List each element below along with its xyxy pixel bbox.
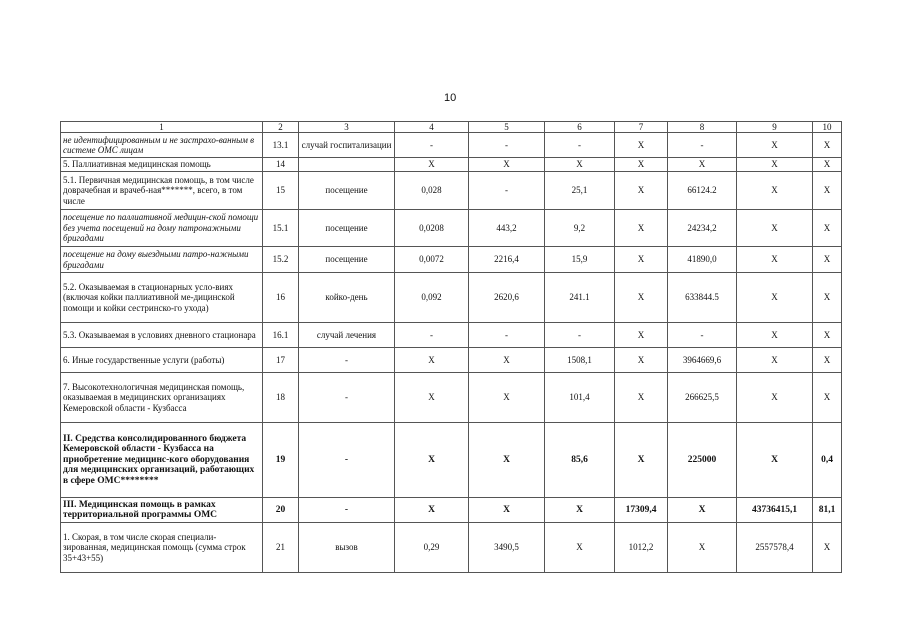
- value-cell: случай госпитализации: [299, 133, 395, 158]
- header-cell: 3: [299, 122, 395, 133]
- value-cell: -: [469, 323, 545, 348]
- value-cell: 13.1: [263, 133, 299, 158]
- value-cell: X: [813, 210, 842, 247]
- value-cell: X: [395, 348, 469, 373]
- header-cell: 5: [469, 122, 545, 133]
- value-cell: 225000: [668, 423, 737, 498]
- table-row: [61, 210, 842, 247]
- row-name-cell: 7. Высокотехнологичная медицинская помощь, оказываемая в медицинских организациях Кемеровской области - Кузбасса: [61, 373, 263, 423]
- value-cell: X: [737, 273, 813, 323]
- value-cell: 15,9: [545, 247, 615, 273]
- header-cell: 8: [668, 122, 737, 133]
- value-cell: X: [737, 348, 813, 373]
- value-cell: посещение: [299, 247, 395, 273]
- value-cell: X: [813, 273, 842, 323]
- value-cell: X: [813, 158, 842, 172]
- value-cell: 2216,4: [469, 247, 545, 273]
- value-cell: X: [545, 498, 615, 523]
- value-cell: X: [813, 133, 842, 158]
- value-cell: [299, 158, 395, 172]
- value-cell: 0,028: [395, 172, 469, 210]
- header-cell: 2: [263, 122, 299, 133]
- row-name-cell: III. Медицинская помощь в рамках территориальной программы ОМС: [61, 498, 263, 523]
- value-cell: X: [469, 423, 545, 498]
- value-cell: 19: [263, 423, 299, 498]
- value-cell: X: [813, 373, 842, 423]
- value-cell: 15.2: [263, 247, 299, 273]
- value-cell: X: [469, 373, 545, 423]
- value-cell: 17309,4: [615, 498, 668, 523]
- value-cell: 3490,5: [469, 523, 545, 573]
- value-cell: X: [813, 523, 842, 573]
- value-cell: 25,1: [545, 172, 615, 210]
- value-cell: 66124.2: [668, 172, 737, 210]
- value-cell: -: [668, 323, 737, 348]
- header-row: [61, 122, 842, 133]
- table-row: [61, 133, 842, 158]
- table-row: [61, 158, 842, 172]
- value-cell: -: [545, 133, 615, 158]
- value-cell: -: [469, 172, 545, 210]
- value-cell: -: [299, 373, 395, 423]
- value-cell: X: [737, 210, 813, 247]
- value-cell: 9,2: [545, 210, 615, 247]
- value-cell: X: [395, 373, 469, 423]
- table-row: [61, 423, 842, 498]
- row-name-cell: II. Средства консолидированного бюджета Кемеровской области - Кузбасса на приобретение медицинс-кого оборудования для медицинских организаций, работающих в сфере ОМС********: [61, 423, 263, 498]
- value-cell: X: [469, 158, 545, 172]
- table-row: [61, 273, 842, 323]
- value-cell: X: [737, 373, 813, 423]
- row-name-cell: 5.2. Оказываемая в стационарных усло-виях (включая койки паллиативной ме-дицинской помощи и койки сестринско-го ухода): [61, 273, 263, 323]
- value-cell: X: [615, 247, 668, 273]
- value-cell: -: [299, 423, 395, 498]
- value-cell: 3964669,6: [668, 348, 737, 373]
- value-cell: 15: [263, 172, 299, 210]
- value-cell: -: [469, 133, 545, 158]
- value-cell: X: [469, 498, 545, 523]
- value-cell: 41890,0: [668, 247, 737, 273]
- value-cell: 16.1: [263, 323, 299, 348]
- header-cell: 7: [615, 122, 668, 133]
- value-cell: 14: [263, 158, 299, 172]
- value-cell: 0,29: [395, 523, 469, 573]
- value-cell: -: [545, 323, 615, 348]
- value-cell: 17: [263, 348, 299, 373]
- value-cell: X: [615, 373, 668, 423]
- value-cell: X: [395, 498, 469, 523]
- value-cell: 0,0208: [395, 210, 469, 247]
- value-cell: 101,4: [545, 373, 615, 423]
- row-name-cell: не идентифицированным и не застрахо-ванным в системе ОМС лицам: [61, 133, 263, 158]
- value-cell: койко-день: [299, 273, 395, 323]
- value-cell: X: [668, 498, 737, 523]
- value-cell: X: [737, 247, 813, 273]
- value-cell: X: [615, 210, 668, 247]
- value-cell: X: [545, 158, 615, 172]
- row-name-cell: посещение на дому выездными патро-нажными бригадами: [61, 247, 263, 273]
- value-cell: 1012,2: [615, 523, 668, 573]
- table-row: [61, 247, 842, 273]
- value-cell: X: [813, 247, 842, 273]
- value-cell: посещение: [299, 210, 395, 247]
- value-cell: X: [737, 172, 813, 210]
- value-cell: вызов: [299, 523, 395, 573]
- table-row: [61, 323, 842, 348]
- value-cell: 443,2: [469, 210, 545, 247]
- value-cell: 2620,6: [469, 273, 545, 323]
- value-cell: X: [813, 172, 842, 210]
- header-cell: 10: [813, 122, 842, 133]
- value-cell: X: [545, 523, 615, 573]
- row-name-cell: 5.1. Первичная медицинская помощь, в том числе доврачебная и врачеб-ная*******, всего, в том числе: [61, 172, 263, 210]
- value-cell: -: [395, 133, 469, 158]
- value-cell: -: [395, 323, 469, 348]
- value-cell: X: [615, 273, 668, 323]
- table-row: [61, 373, 842, 423]
- value-cell: 18: [263, 373, 299, 423]
- value-cell: случай лечения: [299, 323, 395, 348]
- value-cell: X: [615, 172, 668, 210]
- value-cell: X: [737, 423, 813, 498]
- row-name-cell: 1. Скорая, в том числе скорая специали-зированная, медицинская помощь (сумма строк 35+43+55): [61, 523, 263, 573]
- row-name-cell: 5. Паллиативная медицинская помощь: [61, 158, 263, 172]
- value-cell: 0,4: [813, 423, 842, 498]
- value-cell: -: [668, 133, 737, 158]
- table-row: [61, 348, 842, 373]
- value-cell: 2557578,4: [737, 523, 813, 573]
- value-cell: посещение: [299, 172, 395, 210]
- row-name-cell: 5.3. Оказываемая в условиях дневного стационара: [61, 323, 263, 348]
- value-cell: 81,1: [813, 498, 842, 523]
- header-cell: 9: [737, 122, 813, 133]
- value-cell: 21: [263, 523, 299, 573]
- value-cell: 241.1: [545, 273, 615, 323]
- value-cell: 85,6: [545, 423, 615, 498]
- value-cell: X: [737, 323, 813, 348]
- value-cell: 633844.5: [668, 273, 737, 323]
- value-cell: 1508,1: [545, 348, 615, 373]
- table-row: [61, 172, 842, 210]
- row-name-cell: посещение по паллиативной медицин-ской помощи без учета посещений на дому патронажными бригадами: [61, 210, 263, 247]
- value-cell: 24234,2: [668, 210, 737, 247]
- table-row: [61, 523, 842, 573]
- value-cell: X: [737, 158, 813, 172]
- value-cell: X: [615, 158, 668, 172]
- value-cell: -: [299, 498, 395, 523]
- value-cell: X: [813, 323, 842, 348]
- value-cell: 16: [263, 273, 299, 323]
- value-cell: X: [615, 348, 668, 373]
- table-row: [61, 498, 842, 523]
- value-cell: X: [813, 348, 842, 373]
- value-cell: 20: [263, 498, 299, 523]
- value-cell: X: [395, 423, 469, 498]
- value-cell: 0,0072: [395, 247, 469, 273]
- value-cell: X: [615, 423, 668, 498]
- value-cell: X: [395, 158, 469, 172]
- value-cell: 43736415,1: [737, 498, 813, 523]
- value-cell: X: [615, 133, 668, 158]
- page-number: 10: [444, 92, 457, 104]
- value-cell: 0,092: [395, 273, 469, 323]
- data-table: [60, 121, 842, 573]
- header-cell: 4: [395, 122, 469, 133]
- row-name-cell: 6. Иные государственные услуги (работы): [61, 348, 263, 373]
- value-cell: 15.1: [263, 210, 299, 247]
- header-cell: 1: [61, 122, 263, 133]
- value-cell: -: [299, 348, 395, 373]
- value-cell: 266625,5: [668, 373, 737, 423]
- value-cell: X: [737, 133, 813, 158]
- value-cell: X: [615, 323, 668, 348]
- value-cell: X: [668, 523, 737, 573]
- value-cell: X: [469, 348, 545, 373]
- value-cell: X: [668, 158, 737, 172]
- header-cell: 6: [545, 122, 615, 133]
